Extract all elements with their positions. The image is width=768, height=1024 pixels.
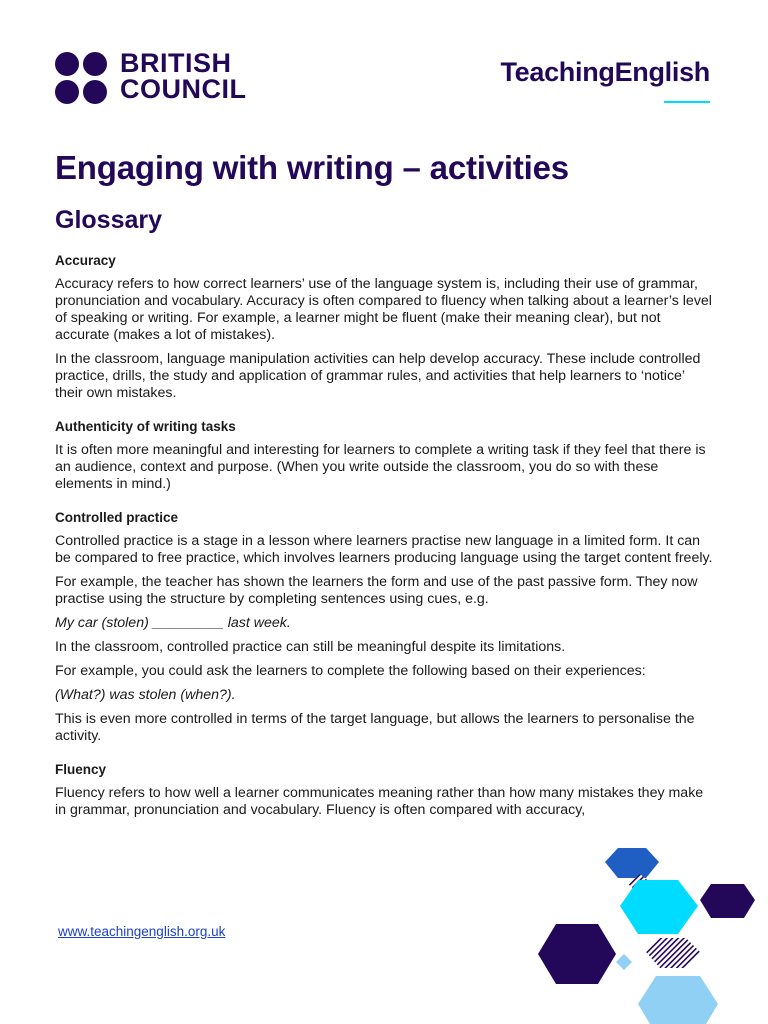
hexagon-decoration-icon: [528, 844, 768, 1024]
section-heading: Glossary: [55, 206, 163, 234]
teachingenglish-brand: TeachingEnglish: [500, 57, 710, 87]
example-sentence: My car (stolen) _________ last week.: [55, 615, 291, 631]
logo-dots-icon: [55, 52, 111, 104]
logo-wordmark: [120, 50, 247, 102]
hexagon-light-blue: [638, 976, 718, 1024]
glossary-term: Accuracy: [55, 253, 116, 268]
paragraph: In the classroom, language manipulation activities can help develop accuracy. These include controlled practice, drills, the study and application of grammar rules, and activities that help learners to ‘notice’ their own mistakes.: [55, 351, 701, 401]
logo-line1: BRITISH: [120, 48, 232, 78]
paragraph: For example, the teacher has shown the learners the form and use of the past passive form. They now practise using the structure by completing sentences using cues, e.g.: [55, 574, 698, 607]
brand-underline: [664, 101, 710, 103]
paragraph: Fluency refers to how well a learner communicates meaning rather than how many mistakes they make in grammar, pronunciation and vocabulary. Fluency is often compared with accuracy,: [55, 785, 704, 818]
hexagon-small: [616, 954, 632, 970]
glossary-term: Authenticity of writing tasks: [55, 419, 236, 434]
hexagon-cyan: [620, 880, 698, 934]
glossary-entry-authenticity: [55, 418, 715, 493]
document-body: [55, 146, 715, 826]
paragraph: Controlled practice is a stage in a lesson where learners practise new language in a limited form. It can be compared to free practice, which involves learners producing language using the target content freely.: [55, 533, 713, 566]
website-link[interactable]: www.teachingenglish.org.uk: [58, 924, 226, 939]
glossary-entry-fluency: [55, 761, 715, 819]
paragraph: In the classroom, controlled practice can still be meaningful despite its limitations.: [55, 639, 566, 655]
paragraph: It is often more meaningful and interesting for learners to complete a writing task if they feel that there is an audience, context and purpose. (When you write outside the classroom, you do so with these elements in mind.): [55, 442, 706, 492]
glossary-entry-controlled-practice: [55, 509, 715, 745]
page-title: Engaging with writing – activities: [55, 149, 569, 186]
glossary-term: Fluency: [55, 762, 107, 777]
hexagon-navy-left: [538, 924, 616, 984]
hexagon-blue: [605, 848, 659, 878]
paragraph: This is even more controlled in terms of the target language, but allows the learners to personalise the activity.: [55, 711, 695, 744]
glossary-entry-accuracy: [55, 252, 715, 402]
hexagon-navy-right: [700, 884, 755, 918]
example-sentence: (What?) was stolen (when?).: [55, 687, 236, 703]
british-council-logo: [55, 50, 255, 108]
paragraph: Accuracy refers to how correct learners’ use of the language system is, including their use of grammar, pronunciation and vocabulary. Accuracy is often compared to fluency when talking about a learner’s level of speaking or writing. For example, a learner might be fluent (make their meaning clear), but not accurate (makes a lot of mistakes).: [55, 276, 712, 343]
glossary-term: Controlled practice: [55, 510, 179, 525]
hexagon-hatched-2: [646, 938, 700, 968]
paragraph: For example, you could ask the learners to complete the following based on their experiences:: [55, 663, 646, 679]
logo-line2: COUNCIL: [120, 74, 247, 104]
